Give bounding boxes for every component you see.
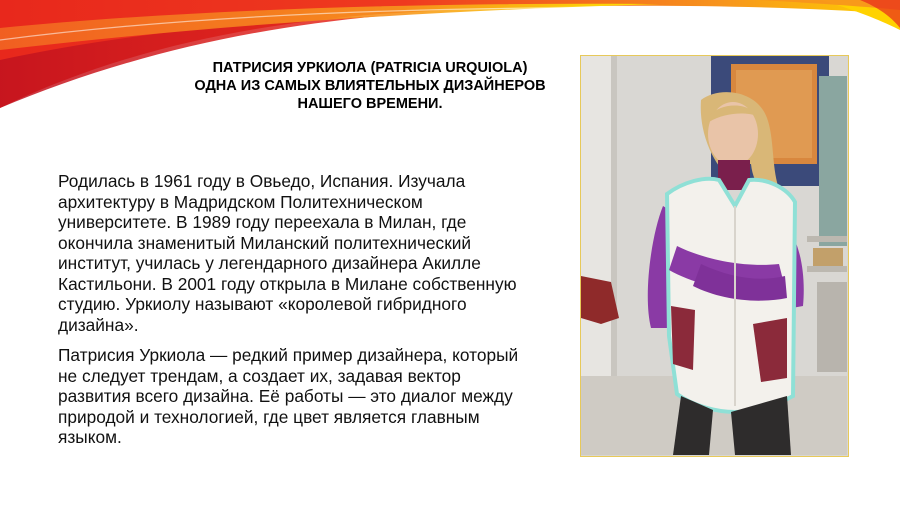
- paragraph-design-philosophy: Патрисия Уркиола — редкий пример дизайнера, который не следует трендам, а создает их, задавая вектор развития всего дизайна. Её работы — это диалог между природой и технологией, где цвет является главным языком.: [58, 345, 519, 447]
- paragraph-biography: Родилась в 1961 году в Овьедо, Испания. Изучала архитектуру в Мадридском Политехническом университете. В 1989 году переехала в Милан, где окончила знаменитый Миланский политехнический институт, училась у легендарного дизайнера Акилле Кастильони. В 2001 году открыла в Милане собственную студию. Уркиолу называют «королевой гибридного дизайна».: [58, 171, 517, 335]
- portrait-illustration: [581, 56, 847, 455]
- designer-photo: [580, 55, 849, 457]
- slide-body: [58, 171, 538, 458]
- slide-title: ПАТРИСИЯ УРКИОЛА (PATRICIA URQUIOLA) ОДНА ИЗ САМЫХ ВЛИЯТЕЛЬНЫХ ДИЗАЙНЕРОВ НАШЕГО ВРЕМЕНИ.: [194, 60, 546, 112]
